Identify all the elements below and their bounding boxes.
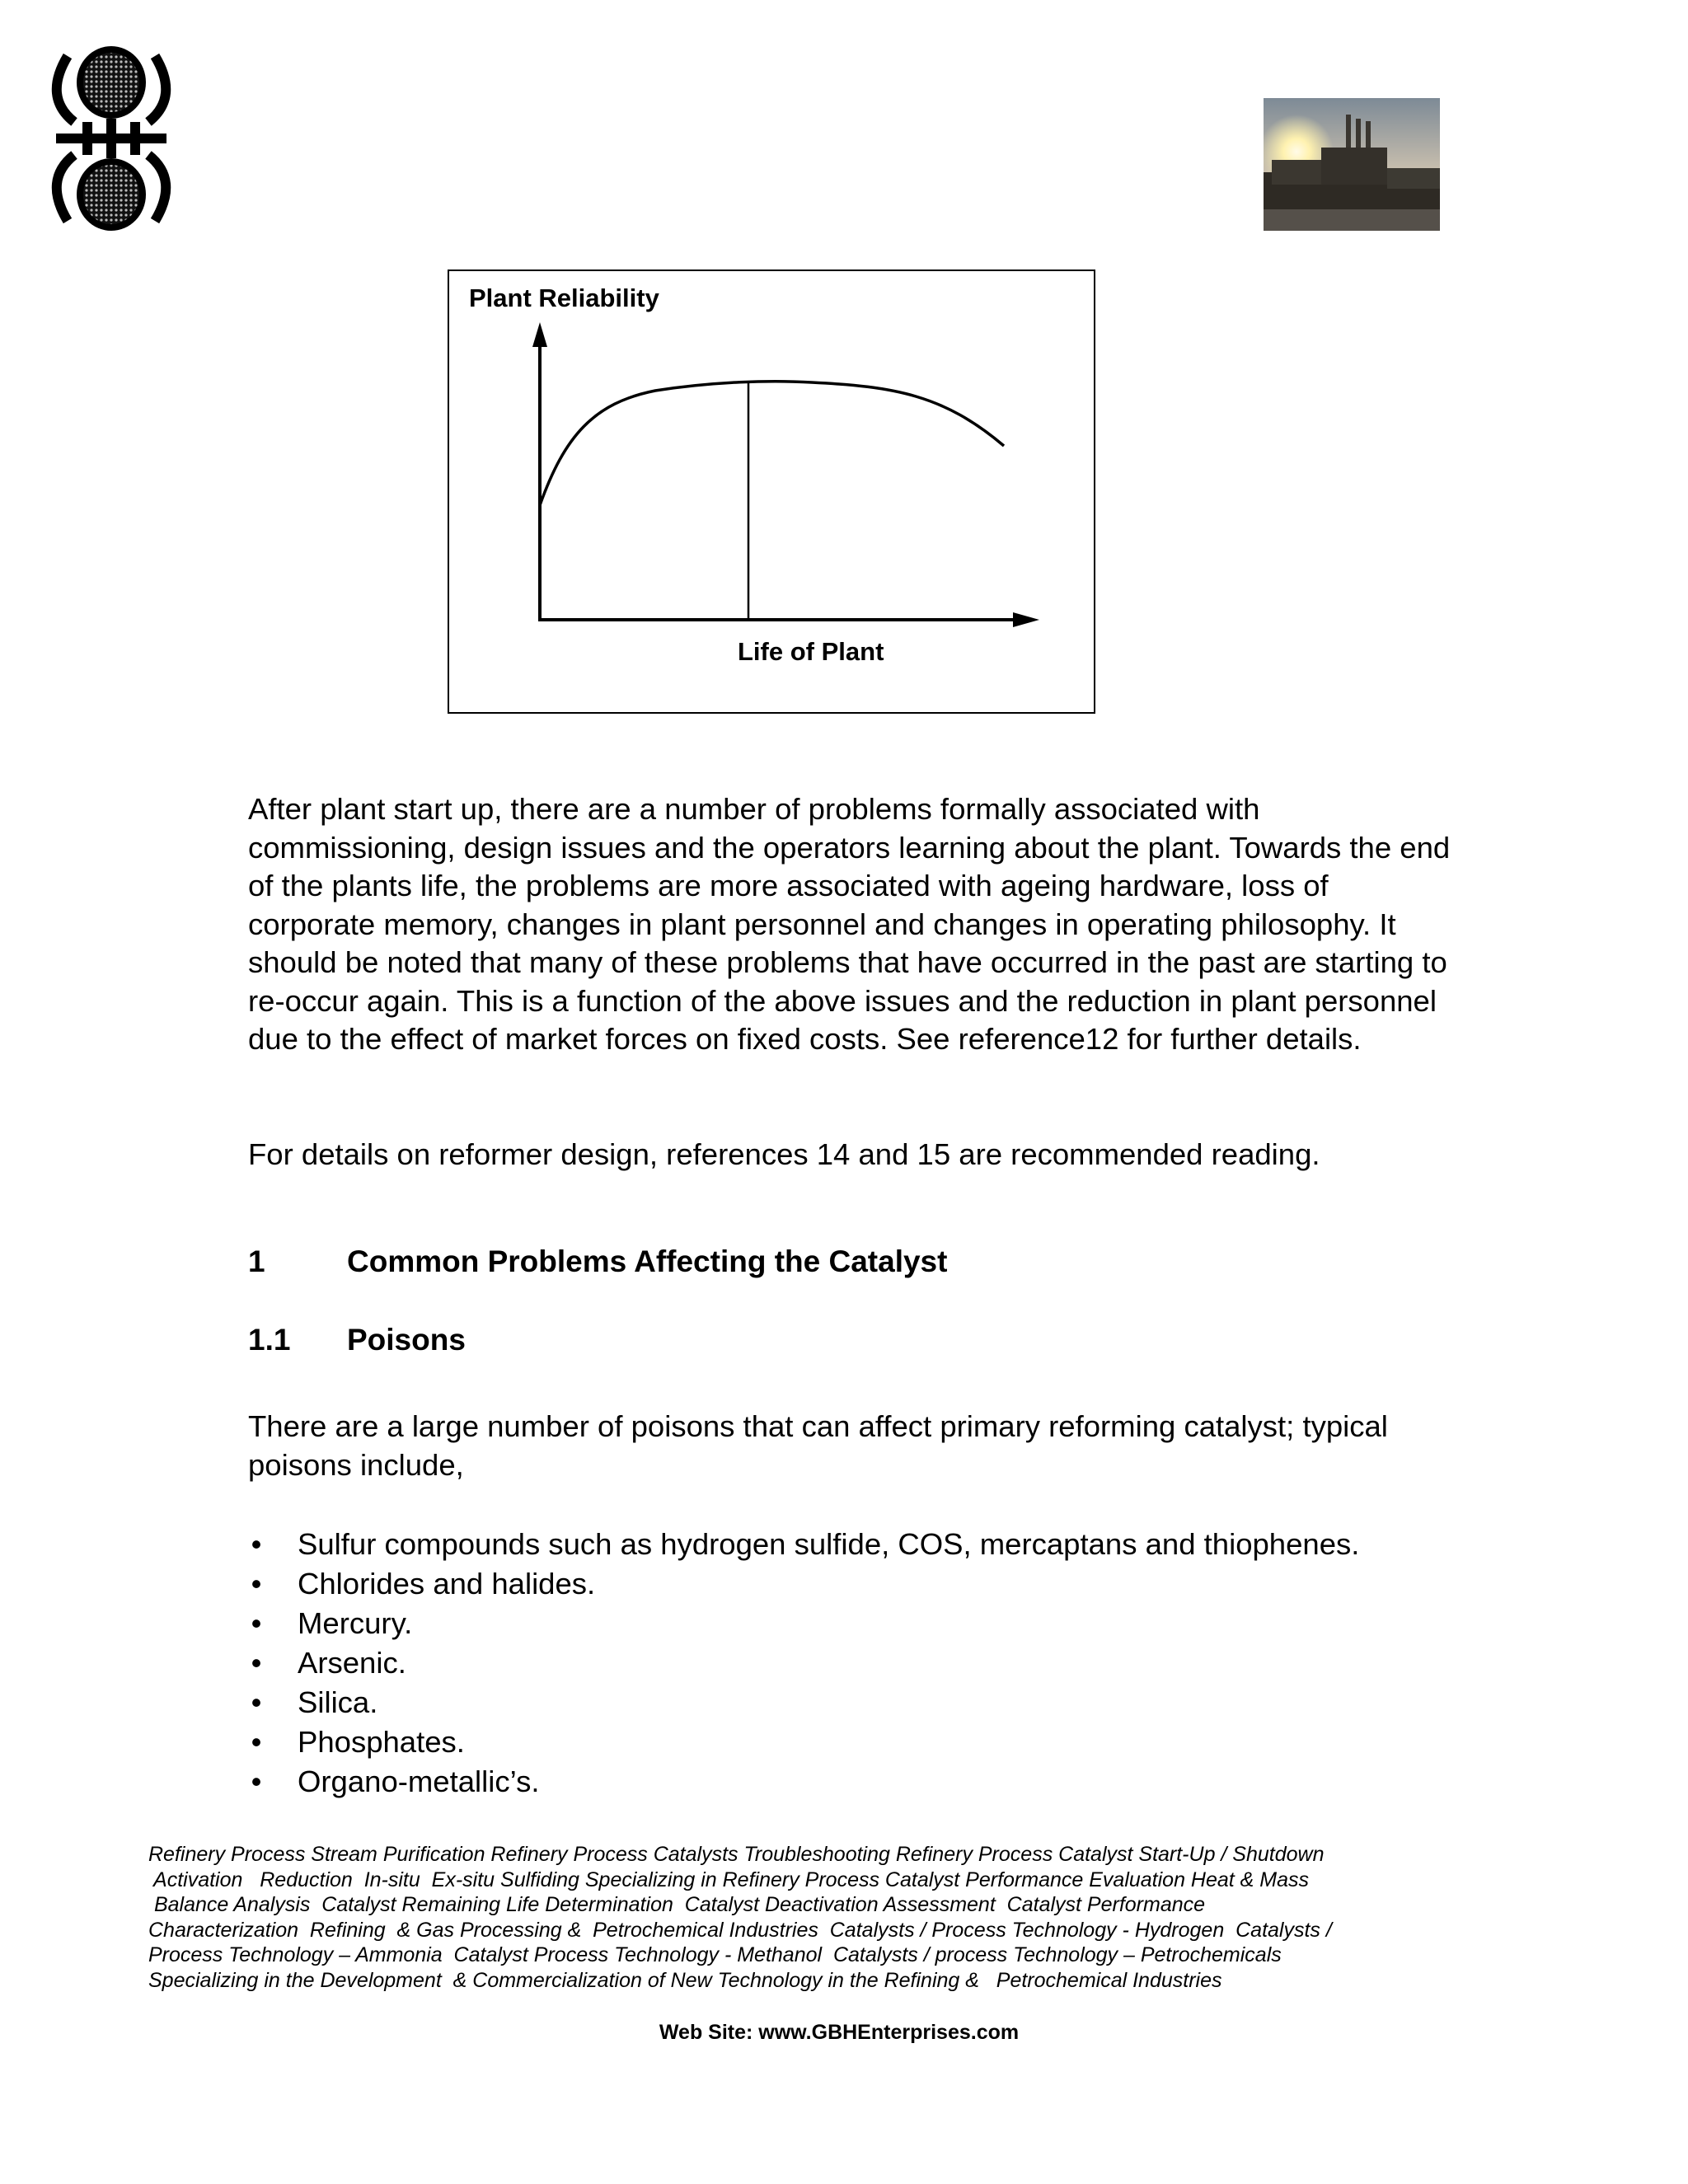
- list-item: • Sulfur compounds such as hydrogen sulfide, COS, mercaptans and thiophenes.: [248, 1525, 1451, 1564]
- y-axis-arrow: [532, 322, 547, 347]
- bullet-icon: •: [251, 1765, 262, 1798]
- y-axis-label: Plant Reliability: [469, 284, 659, 312]
- footer-website: [0, 2021, 1688, 2045]
- refinery-sunset-photo-icon: [1264, 98, 1440, 231]
- section-1-1-number: 1.1: [248, 1323, 291, 1357]
- list-item: • Arsenic.: [248, 1643, 1451, 1683]
- bullet-icon: •: [251, 1606, 262, 1640]
- paragraph-reformer-design: For details on reformer design, references 14 and 15 are recommended reading.: [248, 1137, 1320, 1171]
- x-axis-arrow: [1013, 612, 1039, 627]
- section-1-number: 1: [248, 1244, 265, 1278]
- footer-line: Refinery Process Stream Purification Refinery Process Catalysts Troubleshooting Refinery Process Catalyst Start-Up / Shutdown: [148, 1843, 1325, 1866]
- website-link[interactable]: Web Site: www.GBHEnterprises.com: [659, 2021, 1020, 2044]
- footer-line: Specializing in the Development & Commercialization of New Technology in the Refining & Petrochemical Industries: [148, 1968, 1222, 1992]
- list-item: • Chlorides and halides.: [248, 1564, 1451, 1604]
- footer-line: Characterization Refining & Gas Processing & Petrochemical Industries Catalysts / Process Technology - Hydrogen Catalysts /: [148, 1918, 1332, 1942]
- footer-line: Activation Reduction In-situ Ex-situ Sulfiding Specializing in Refinery Process Catalyst Performance Evaluation Heat & Mass: [148, 1868, 1310, 1891]
- footer-services-text: [148, 1842, 1434, 1993]
- reliability-figure: [448, 269, 1095, 714]
- bullet-icon: •: [251, 1567, 262, 1601]
- footer-line: Balance Analysis Catalyst Remaining Life Determination Catalyst Deactivation Assessment Catalyst Performance: [148, 1893, 1206, 1916]
- list-item: • Mercury.: [248, 1604, 1451, 1643]
- list-item: • Phosphates.: [248, 1722, 1451, 1762]
- bullet-icon: •: [251, 1646, 262, 1680]
- bullet-icon: •: [251, 1685, 262, 1719]
- bullet-icon: •: [251, 1527, 262, 1561]
- paragraph-poisons-intro: There are a large number of poisons that can affect primary reforming catalyst; typical poisons include,: [248, 1409, 1388, 1482]
- poisons-list: [248, 1525, 1451, 1802]
- footer-line: Process Technology – Ammonia Catalyst Process Technology - Methanol Catalysts / process Technology – Petrochemicals: [148, 1943, 1282, 1966]
- list-item: • Organo-metallic’s.: [248, 1762, 1451, 1802]
- section-1-1-title: Poisons: [347, 1323, 466, 1357]
- paragraph-plant-life: After plant start up, there are a number of problems formally associated with commissioning, design issues and the operators learning about the plant. Towards the end of the plants life, the problems are more associated with ageing hardware, loss of corporate memory, changes in plant personnel and changes in operating philosophy. It should be noted that many of these problems that have occurred in the past are starting to re-occur again. This is a function of the above issues and the reduction in plant personnel due to the effect of market forces on fixed costs. See reference12 for further details.: [248, 792, 1451, 1056]
- x-axis-label: Life of Plant: [738, 637, 884, 666]
- reliability-curve: [540, 382, 1004, 505]
- list-item: • Silica.: [248, 1683, 1451, 1722]
- gbh-enterprises-logo-icon: [49, 40, 173, 237]
- section-1-title: Common Problems Affecting the Catalyst: [347, 1244, 948, 1278]
- bullet-icon: •: [251, 1725, 262, 1759]
